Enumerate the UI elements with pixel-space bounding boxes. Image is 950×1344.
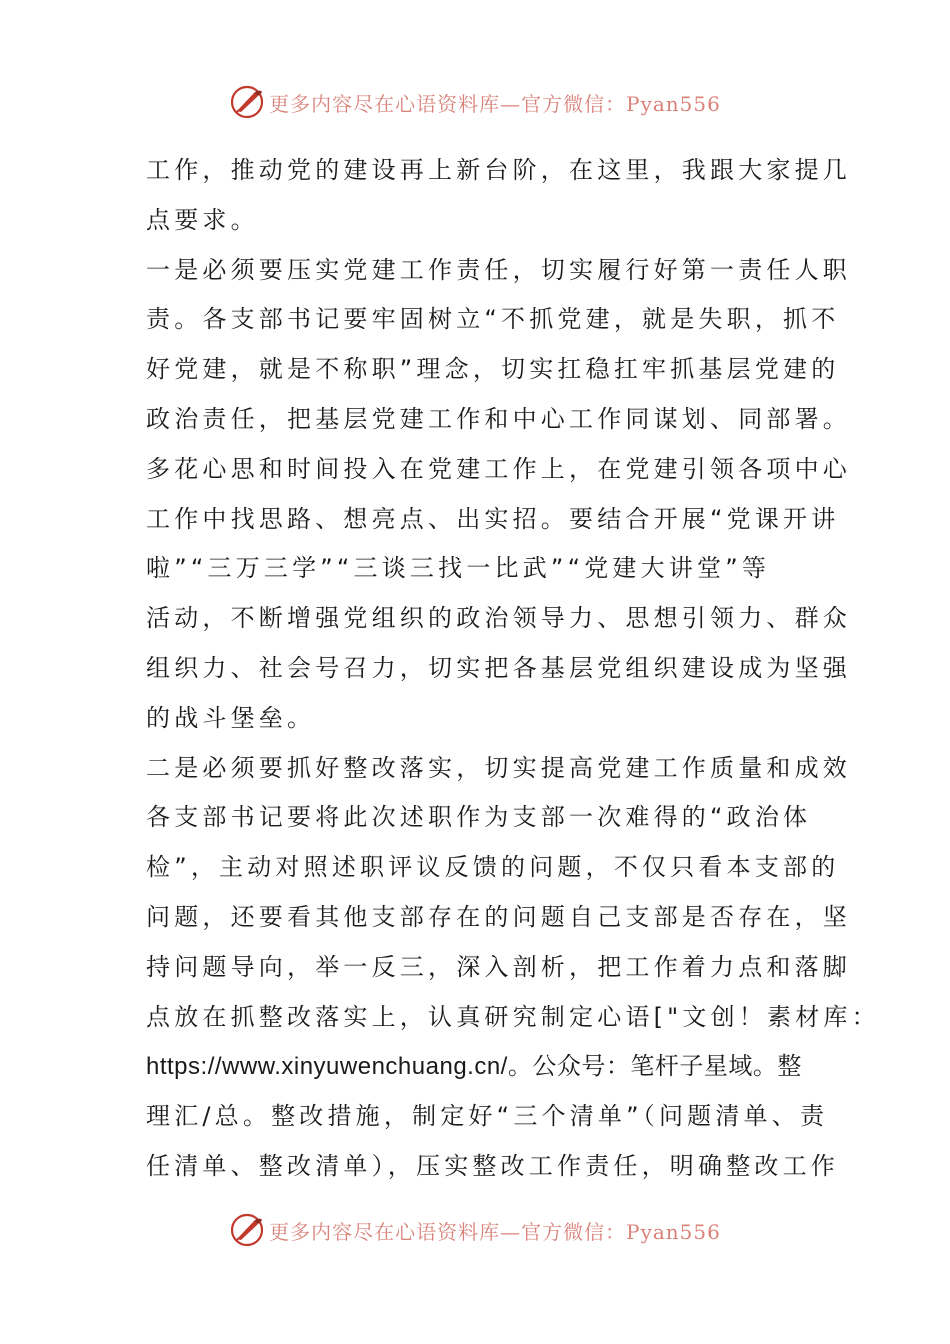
body-line-url: https://www.xinyuwenchuang.cn/。公众号：笔杆子星域。整	[146, 1053, 802, 1081]
body-line: 的战斗堡垒。	[146, 703, 316, 732]
body-line: 一是必须要压实党建工作责任，切实履行好第一责任人职	[146, 255, 851, 284]
body-line: 政治责任，把基层党建工作和中心工作同谋划、同部署。	[146, 404, 851, 433]
body-line: 责。各支部书记要牢固树立“不抓党建，就是失职，抓不	[146, 305, 840, 334]
body-line: 任清单、整改清单），压实整改工作责任，明确整改工作	[146, 1151, 839, 1180]
body-line: 工作，推动党的建设再上新台阶，在这里，我跟大家提几	[146, 156, 851, 184]
header-banner-text: 更多内容尽在心语资料库—官方微信：Pyan556	[269, 91, 721, 116]
footer-banner-text: 更多内容尽在心语资料库—官方微信：Pyan556	[269, 1219, 721, 1244]
quill-pen-logo-icon	[229, 84, 265, 120]
body-line: 二是必须要抓好整改落实，切实提高党建工作质量和成效	[146, 753, 851, 782]
body-line: 组织力、社会号召力，切实把各基层党组织建设成为坚强	[146, 653, 851, 682]
body-line: 好党建，就是不称职”理念，切实扛稳扛牢抓基层党建的	[146, 355, 840, 384]
body-line: 问题，还要看其他支部存在的问题自己支部是否存在，坚	[146, 902, 851, 931]
body-line: 点放在抓整改落实上，认真研究制定心语["文创！素材库：	[146, 1002, 880, 1031]
body-line: 检”，主动对照述职评议反馈的问题，不仅只看本支部的	[146, 853, 840, 882]
body-line: 各支部书记要将此次述职作为支部一次难得的“政治体	[146, 803, 812, 832]
body-line: 理汇/总。整改措施，制定好“三个清单”（问题清单、责	[146, 1102, 829, 1131]
header-banner	[0, 80, 950, 124]
body-line: 啦”“三万三学”“三谈三找一比武”“党建大讲堂”等	[146, 554, 771, 583]
body-line: 多花心思和时间投入在党建工作上，在党建引领各项中心	[146, 454, 851, 483]
footer-banner	[0, 1208, 950, 1252]
document-body	[146, 146, 880, 1192]
body-line: 持问题导向，举一反三，深入剖析，把工作着力点和落脚	[146, 952, 851, 981]
body-line: 工作中找思路、想亮点、出实招。要结合开展“党课开讲	[146, 504, 840, 533]
body-line: 点要求。	[146, 205, 259, 234]
body-line: 活动，不断增强党组织的政治领导力、思想引领力、群众	[146, 604, 851, 633]
quill-pen-logo-icon	[229, 1212, 265, 1248]
